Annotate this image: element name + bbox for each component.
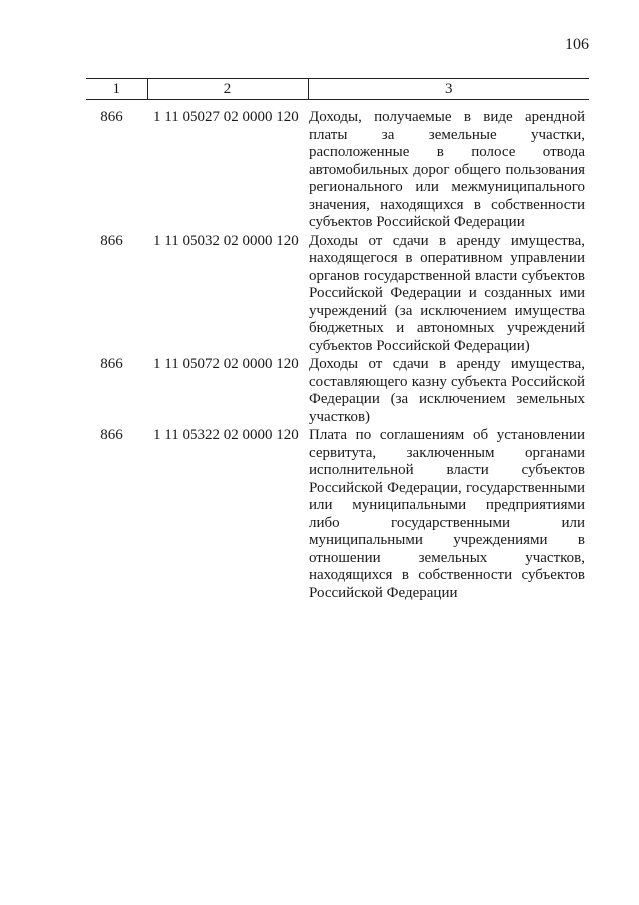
table-row bbox=[86, 355, 589, 426]
header-col-1: 1 bbox=[86, 79, 147, 100]
revenue-name: Плата по соглашениям об установлении сервитута, заключенным органами исполнительной власти субъектов Российской Федерации, государственными или муниципальными предприятиями либо государственными или муниципальными учреждениями в отношении земельных участков, находящихся в собственности субъектов Российской Федерации bbox=[309, 427, 585, 601]
revenue-classification-table bbox=[86, 78, 589, 602]
admin-code: 866 bbox=[100, 109, 123, 125]
table-header-row bbox=[86, 79, 589, 100]
revenue-code: 1 11 05027 02 0000 120 bbox=[153, 109, 299, 125]
header-col-3: 3 bbox=[308, 79, 589, 100]
page-number: 106 bbox=[565, 36, 589, 53]
admin-code: 866 bbox=[100, 356, 123, 372]
revenue-code: 1 11 05322 02 0000 120 bbox=[153, 427, 299, 443]
revenue-name: Доходы, получаемые в виде арендной платы за земельные участки, расположенные в полосе отвода автомобильных дорог общего пользования регионального или межмуниципального значения, находящихся в собственности субъектов Российской Федерации bbox=[309, 109, 585, 230]
revenue-code: 1 11 05072 02 0000 120 bbox=[153, 356, 299, 372]
admin-code: 866 bbox=[100, 232, 123, 249]
admin-code: 866 bbox=[100, 427, 123, 443]
revenue-name: Доходы от сдачи в аренду имущества, находящегося в оперативном управлении органов государственной власти субъектов Российской Федерации и созданных ими учреждений (за исключением имущества бюджетных и автономных учреждений субъектов Российской Федерации) bbox=[309, 232, 585, 354]
table-row bbox=[86, 232, 589, 356]
table-row bbox=[86, 426, 589, 602]
revenue-name: Доходы от сдачи в аренду имущества, составляющего казну субъекта Российской Федерации (за исключением земельных участков) bbox=[309, 356, 585, 425]
revenue-code: 1 11 05032 02 0000 120 bbox=[153, 232, 299, 249]
table-row bbox=[86, 100, 589, 232]
header-col-2: 2 bbox=[147, 79, 308, 100]
